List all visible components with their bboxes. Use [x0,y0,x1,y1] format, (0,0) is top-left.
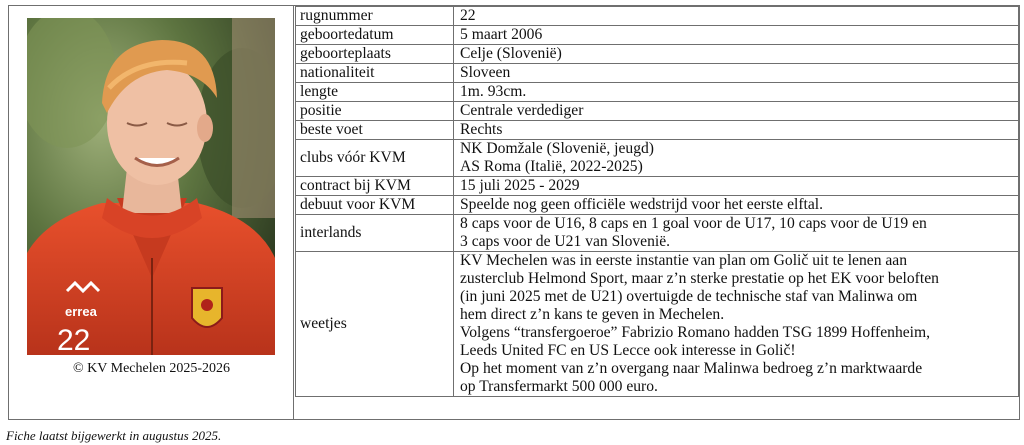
info-value [454,140,1019,177]
info-value [454,252,1019,397]
photo-cell [9,6,294,419]
info-value-line: op Transfermarkt 500 000 euro. [460,378,658,395]
info-value-line: Volgens “transfergoeroe” Fabrizio Romano hadden TSG 1899 Hoffenheim, [460,324,931,341]
info-row [296,45,1019,64]
info-label: beste voet [296,121,454,140]
info-row [296,64,1019,83]
info-row [296,252,1019,397]
info-value: Celje (Slovenië) [454,45,1019,64]
info-row [296,196,1019,215]
info-value-line: 8 caps voor de U16, 8 caps en 1 goal voor de U17, 10 caps voor de U19 en [460,215,927,232]
shirt-number: 22 [57,324,91,355]
info-label: geboortedatum [296,26,454,45]
info-value-line: Op het moment van z’n overgang naar Malinwa bedroeg z’n marktwaarde [460,360,923,377]
player-fiche [8,5,1020,420]
club-crest-icon [192,288,222,327]
info-value: Rechts [454,121,1019,140]
info-label: rugnummer [296,7,454,26]
info-value-line: AS Roma (Italië, 2022-2025) [460,158,643,175]
info-value [454,215,1019,252]
info-label: clubs vóór KVM [296,140,454,177]
info-label: interlands [296,215,454,252]
info-value: Centrale verdediger [454,102,1019,121]
info-label: lengte [296,83,454,102]
info-value-line: NK Domžale (Slovenië, jeugd) [460,140,655,157]
photo-caption: © KV Mechelen 2025-2026 [73,361,230,376]
info-value: 5 maart 2006 [454,26,1019,45]
info-value: Speelde nog geen officiële wedstrijd voor het eerste elftal. [454,196,1019,215]
info-label: contract bij KVM [296,177,454,196]
info-row [296,102,1019,121]
player-photo [27,18,275,355]
info-label: weetjes [296,252,454,397]
info-value-line: KV Mechelen was in eerste instantie van plan om Golič uit te lenen aan [460,252,908,269]
player-info-table [295,6,1019,397]
info-row [296,26,1019,45]
info-label: positie [296,102,454,121]
info-row [296,121,1019,140]
info-label: nationaliteit [296,64,454,83]
info-row [296,177,1019,196]
info-value-line: hem direct z’n kans te geven in Mechelen. [460,306,725,323]
update-footnote: Fiche laatst bijgewerkt in augustus 2025. [6,428,222,443]
info-value: 15 juli 2025 - 2029 [454,177,1019,196]
kit-brand-text: errea [65,304,97,319]
info-label: debuut voor KVM [296,196,454,215]
info-value-line: zusterclub Helmond Sport, maar z’n sterke prestatie op het EK voor beloften [460,270,939,287]
info-row [296,7,1019,26]
info-value-line: 3 caps voor de U21 van Slovenië. [460,233,671,250]
info-value: 1m. 93cm. [454,83,1019,102]
info-row [296,140,1019,177]
info-value: 22 [454,7,1019,26]
info-value: Sloveen [454,64,1019,83]
player-photo-illustration [27,18,275,355]
info-row [296,215,1019,252]
info-label: geboorteplaats [296,45,454,64]
info-value-line: (in juni 2025 met de U21) overtuigde de technische staf van Malinwa om [460,288,918,305]
info-value-line: Leeds United FC en US Lecce ook interesse in Golič! [460,342,796,359]
info-row [296,83,1019,102]
